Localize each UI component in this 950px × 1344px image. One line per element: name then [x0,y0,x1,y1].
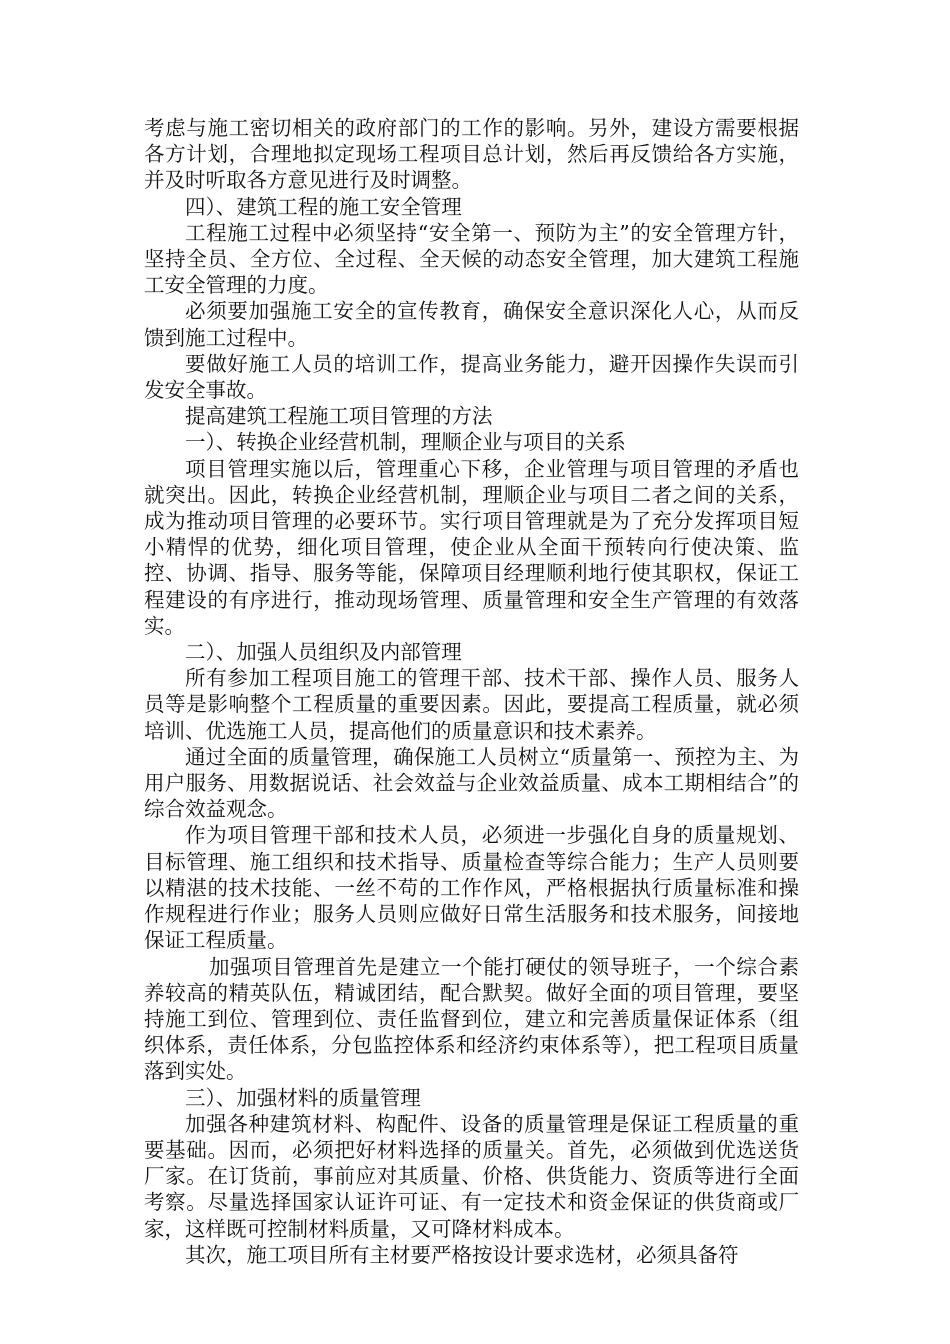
section-heading-materials: 三）、加强材料的质量管理 [185,1085,421,1110]
paragraph: 工程施工过程中必须坚持“安全第一、预防为主”的安全管理方针，坚持全员、全方位、全过程、全天候的动态安全管理，加大建筑工程施工安全管理的力度。 [144,220,799,298]
paragraph: 加强各种建筑材料、构配件、设备的质量管理是保证工程质量的重要基础。因而，必须把好材料选择的质量关。首先，必须做到优选送货厂家。在订货前，事前应对其质量、价格、供货能力、资质等进行全面考察。尽量选择国家认证许可证、有一定技术和资金保证的供货商或厂家，这样既可控制材料质量，又可降材料成本。 [144,1111,799,1241]
document-page [144,115,799,1268]
paragraph-truncated: 其次，施工项目所有主材要严格按设计要求选材，必须具备符 [185,1242,739,1267]
paragraph: 必须要加强施工安全的宣传教育，确保安全意识深化人心，从而反馈到施工过程中。 [144,299,799,350]
section-heading-methods: 提高建筑工程施工项目管理的方法 [185,404,493,429]
section-heading-personnel: 二）、加强人员组织及内部管理 [185,640,462,665]
paragraph: 要做好施工人员的培训工作，提高业务能力，避开因操作失误而引发安全事故。 [144,351,799,403]
section-heading-mechanism: 一）、转换企业经营机制，理顺企业与项目的关系 [185,430,626,455]
section-heading-safety: 四）、建筑工程的施工安全管理 [185,194,462,219]
paragraph: 所有参加工程项目施工的管理干部、技术干部、操作人员、服务人员等是影响整个工程质量的重要因素。因此，要提高工程质量，就必须培训、优选施工人员，提高他们的质量意识和技术素养。 [144,666,799,743]
paragraph: 项目管理实施以后，管理重心下移，企业管理与项目管理的矛盾也就突出。因此，转换企业经营机制，理顺企业与项目二者之间的关系，成为推动项目管理的必要环节。实行项目管理就是为了充分发挥项目短小精悍的优势，细化项目管理，使企业从全面干预转向行使决策、监控、协调、指导、服务等能，保障项目经理顺利地行使其职权，保证工程建设的有序进行，推动现场管理、质量管理和安全生产管理的有效落实。 [144,456,799,638]
paragraph: 作为项目管理干部和技术人员，必须进一步强化自身的质量规划、目标管理、施工组织和技术指导、质量检查等综合能力；生产人员则要以精湛的技术技能、一丝不苟的工作作风，严格根据执行质量标准和操作规程进行作业；服务人员则应做好日常生活服务和技术服务，间接地保证工程质量。 [144,823,799,953]
paragraph: 加强项目管理首先是建立一个能打硬仗的领导班子，一个综合素养较高的精英队伍，精诚团结，配合默契。做好全面的项目管理，要坚持施工到位、管理到位、责任监督到位，建立和完善质量保证体系（组织体系，责任体系，分包监控体系和经济约束体系等），把工程项目质量落到实处。 [144,954,799,1084]
paragraph: 通过全面的质量管理，确保施工人员树立“质量第一、预控为主、为用户服务、用数据说话、社会效益与企业效益质量、成本工期相结合”的综合效益观念。 [144,744,799,822]
paragraph-continuation: 考虑与施工密切相关的政府部门的工作的影响。另外，建设方需要根据各方计划，合理地拟定现场工程项目总计划，然后再反馈给各方实施，并及时听取各方意见进行及时调整。 [144,116,799,193]
